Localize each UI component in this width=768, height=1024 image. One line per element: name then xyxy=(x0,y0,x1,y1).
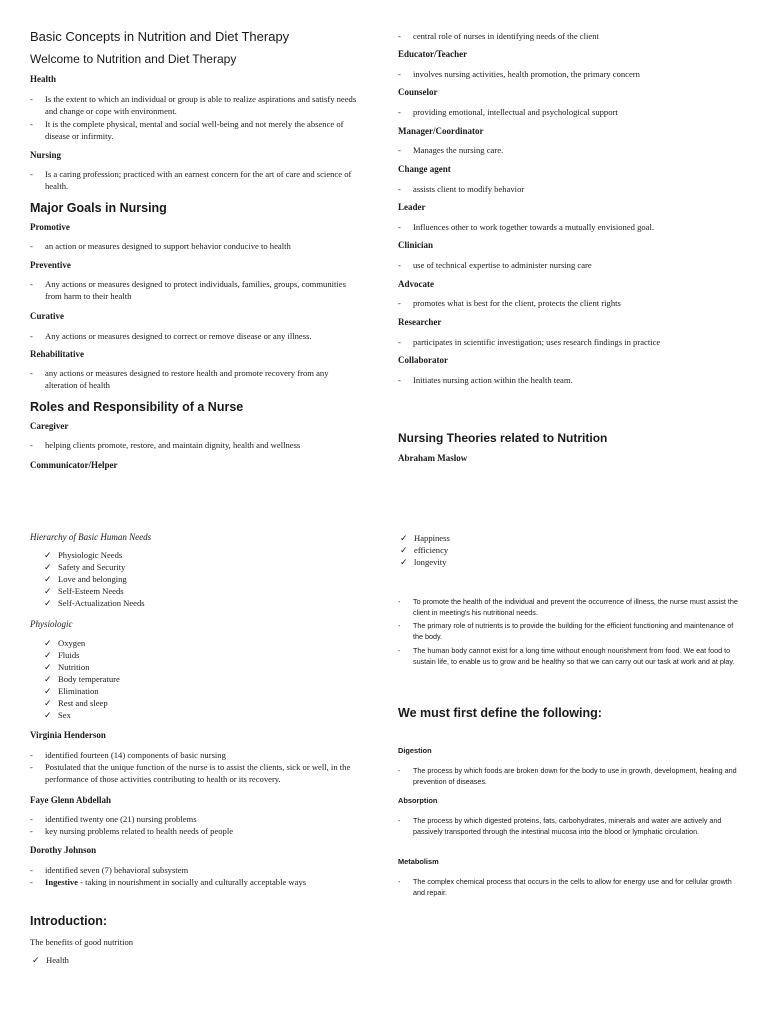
major-goals-heading: Major Goals in Nursing xyxy=(30,201,167,215)
role-label: Manager/Coordinator xyxy=(398,126,484,136)
role-label: Educator/Teacher xyxy=(398,49,468,59)
list-item: ✓ Love and belonging xyxy=(44,574,127,584)
checkmark-icon: ✓ xyxy=(44,662,52,672)
checkmark-icon: ✓ xyxy=(400,533,408,543)
physiologic-list xyxy=(44,637,120,721)
communicator-label: Communicator/Helper xyxy=(30,460,118,470)
list-item: - The process by which foods are broken down for the body to use in growth, development, healing and prevention of diseases. xyxy=(398,766,737,786)
list-item: ✓ Body temperature xyxy=(44,674,120,684)
list-item: ✓ Nutrition xyxy=(44,662,90,672)
list-item: - Any actions or measures designed to correct or remove disease or any illness. xyxy=(30,331,312,341)
checkmark-icon: ✓ xyxy=(400,557,408,567)
list-item: - Manages the nursing care. xyxy=(398,145,504,155)
list-item: ✓ Self-Actualization Needs xyxy=(44,598,145,608)
checkmark-icon: ✓ xyxy=(44,598,52,608)
checkmark-icon: ✓ xyxy=(44,574,52,584)
role-label: Advocate xyxy=(398,279,434,289)
checkmark-icon: ✓ xyxy=(44,562,52,572)
list-item: - Influences other to work together towards a mutually envisioned goal. xyxy=(398,222,655,232)
list-item: - an action or measures designed to support behavior conducive to health xyxy=(30,241,291,251)
curative-label: Curative xyxy=(30,311,64,321)
list-item: - identified twenty one (21) nursing problems xyxy=(30,814,197,824)
preventive-label: Preventive xyxy=(30,260,71,270)
list-item: - promotes what is best for the client, protects the client rights xyxy=(398,298,621,308)
list-item: - Is a caring profession; practiced with an earnest concern for the art of care and science of health. xyxy=(30,169,352,191)
promotive-label: Promotive xyxy=(30,222,70,232)
list-item: - Any actions or measures designed to protect individuals, families, groups, communities from harm to their health xyxy=(30,279,346,301)
digestion-label: Digestion xyxy=(398,746,432,755)
list-item: ✓ efficiency xyxy=(400,545,449,555)
list-item: - Initiates nursing action within the health team. xyxy=(398,375,573,385)
list-item: - The complex chemical process that occurs in the cells to allow for energy use and for cellular growth and repair. xyxy=(398,877,732,897)
physiologic-heading: Physiologic xyxy=(30,619,73,629)
checkmark-icon: ✓ xyxy=(44,674,52,684)
page-title: Basic Concepts in Nutrition and Diet Therapy xyxy=(30,29,290,44)
benefits-list xyxy=(400,532,450,568)
nursing-label: Nursing xyxy=(30,150,62,160)
role-label: Clinician xyxy=(398,240,434,250)
checkmark-icon: ✓ xyxy=(44,550,52,560)
define-heading: We must first define the following: xyxy=(398,706,602,720)
abdellah-label: Faye Glenn Abdellah xyxy=(30,795,112,805)
list-item: ✓ longevity xyxy=(400,557,447,567)
list-item: - key nursing problems related to health needs of people xyxy=(30,826,234,836)
health-label: Health xyxy=(30,74,56,84)
list-item: ✓ Self-Esteem Needs xyxy=(44,586,124,596)
henderson-label: Virginia Henderson xyxy=(30,730,106,740)
list-item: - It is the complete physical, mental and social well-being and not merely the absence of disease or infirmity. xyxy=(30,119,344,141)
list-item: ✓ Health xyxy=(32,955,69,965)
absorption-label: Absorption xyxy=(398,796,438,805)
list-item: ✓ Safety and Security xyxy=(44,562,126,572)
list-item: ✓ Fluids xyxy=(44,650,80,660)
list-item: - involves nursing activities, health promotion, the primary concern xyxy=(398,69,640,79)
ingestive-term: Ingestive xyxy=(45,877,78,887)
list-item: - providing emotional, intellectual and psychological support xyxy=(398,107,618,117)
list-item: - The primary role of nutrients is to provide the building for the efficient functioning and maintenance of the body. xyxy=(398,621,734,641)
checkmark-icon: ✓ xyxy=(400,545,408,555)
role-label: Leader xyxy=(398,202,426,212)
list-item: - use of technical expertise to administer nursing care xyxy=(398,260,592,270)
list-item: - Ingestive - taking in nourishment in socially and culturally acceptable ways xyxy=(30,877,307,887)
checkmark-icon: ✓ xyxy=(44,698,52,708)
list-item: - To promote the health of the individual and prevent the occurrence of illness, the nurse must assist the client in meeting's his nutritional needs. xyxy=(398,597,738,617)
caregiver-label: Caregiver xyxy=(30,421,69,431)
rehabilitative-label: Rehabilitative xyxy=(30,349,84,359)
list-item: ✓ Physiologic Needs xyxy=(44,550,123,560)
johnson-label: Dorothy Johnson xyxy=(30,845,97,855)
role-label: Collaborator xyxy=(398,355,448,365)
list-item: - The process by which digested proteins, fats, carbohydrates, minerals and water are actively and passively transported through the intestinal mucosa into the blood or lymphatic circulation. xyxy=(398,816,722,836)
maslow-label: Abraham Maslow xyxy=(398,453,468,463)
checkmark-icon: ✓ xyxy=(44,650,52,660)
role-label: Researcher xyxy=(398,317,442,327)
list-item: - central role of nurses in identifying needs of the client xyxy=(398,31,599,41)
welcome-subtitle: Welcome to Nutrition and Diet Therapy xyxy=(30,52,237,66)
list-item: ✓ Rest and sleep xyxy=(44,698,108,708)
roles-heading: Roles and Responsibility of a Nurse xyxy=(30,400,244,414)
list-item: - any actions or measures designed to restore health and promote recovery from any alteration of health xyxy=(30,368,329,390)
checkmark-icon: ✓ xyxy=(32,955,40,965)
checkmark-icon: ✓ xyxy=(44,710,52,720)
checkmark-icon: ✓ xyxy=(44,686,52,696)
list-item: - participates in scientific investigation; uses research findings in practice xyxy=(398,337,661,347)
role-label: Change agent xyxy=(398,164,451,174)
list-item: ✓ Elimination xyxy=(44,686,99,696)
list-item: - helping clients promote, restore, and maintain dignity, health and wellness xyxy=(30,440,301,450)
checkmark-icon: ✓ xyxy=(44,586,52,596)
list-item: - Is the extent to which an individual or group is able to realize aspirations and satisfy needs and change or cope with environment. xyxy=(30,94,357,116)
list-item: - Postulated that the unique function of the nurse is to assist the clients, sick or well, in the performance of those activities contributing to health or its recovery. xyxy=(30,762,351,784)
nursing-theories-heading: Nursing Theories related to Nutrition xyxy=(398,431,608,445)
intro-text: The benefits of good nutrition xyxy=(30,937,134,947)
introduction-heading: Introduction: xyxy=(30,914,108,928)
list-item: ✓ Sex xyxy=(44,710,71,720)
hierarchy-list xyxy=(44,549,145,609)
hierarchy-heading: Hierarchy of Basic Human Needs xyxy=(30,532,152,542)
checkmark-icon: ✓ xyxy=(44,638,52,648)
metabolism-label: Metabolism xyxy=(398,857,439,866)
list-item: - identified seven (7) behavioral subsystem xyxy=(30,865,189,875)
list-item: - The human body cannot exist for a long time without enough nourishment from food. We eat food to sustain life, to enable us to grow and be healthy so that we can carry out our task at work and at play. xyxy=(398,646,735,666)
list-item: - assists client to modify behavior xyxy=(398,184,525,194)
list-item: - identified fourteen (14) components of basic nursing xyxy=(30,750,226,760)
list-item: ✓ Happiness xyxy=(400,533,450,543)
list-item: ✓ Oxygen xyxy=(44,638,86,648)
role-label: Counselor xyxy=(398,87,438,97)
